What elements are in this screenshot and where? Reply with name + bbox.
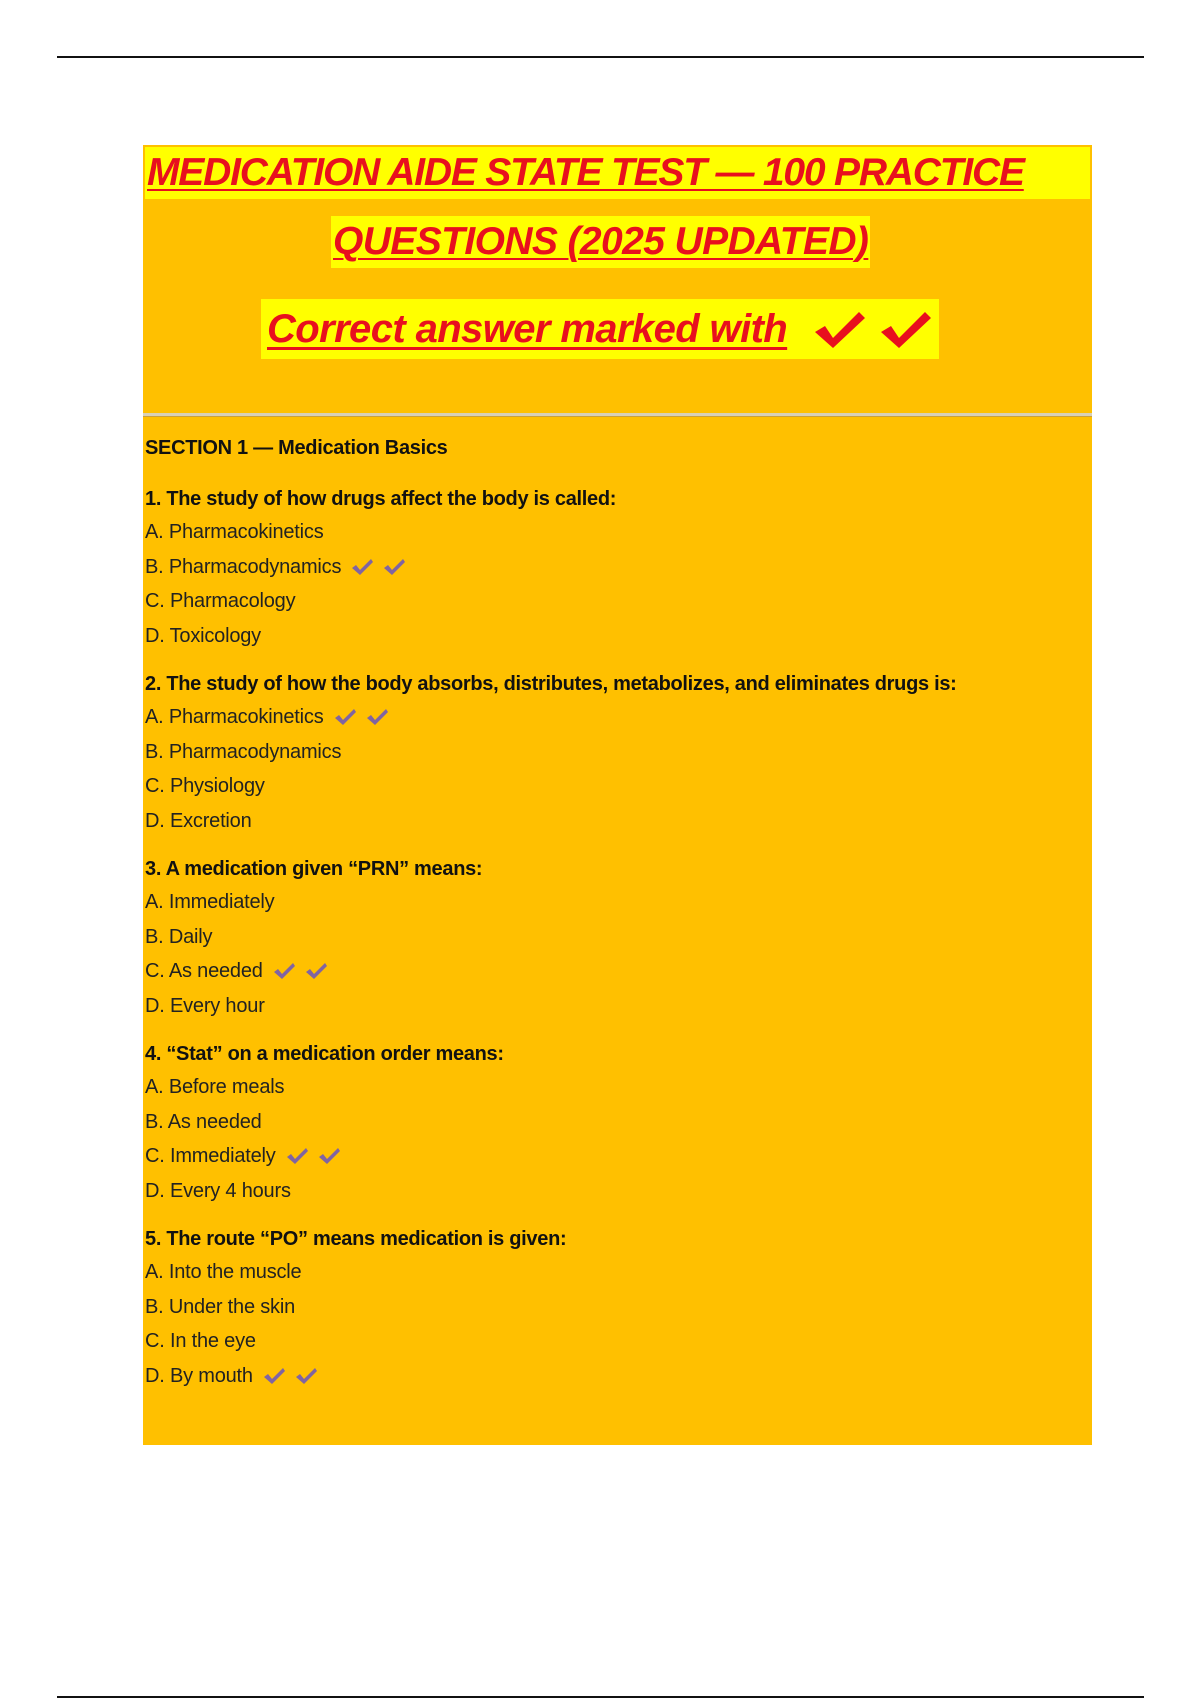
question-5: [145, 1223, 1092, 1393]
answer-option: [145, 804, 1092, 839]
question-text: 4. “Stat” on a medication order means:: [145, 1043, 504, 1065]
answer-option-label: D. Toxicology: [145, 624, 261, 647]
answer-option-label: B. As needed: [145, 1110, 262, 1133]
answer-option-correct: [145, 954, 1092, 989]
answer-option-label: A. Before meals: [145, 1076, 285, 1098]
answer-option: [145, 619, 1092, 654]
title-line-2: QUESTIONS (2025 UPDATED): [331, 216, 870, 268]
purple-check-icon: [285, 1146, 309, 1166]
document-header: [143, 145, 1092, 415]
answer-option: [145, 920, 1092, 955]
question-text: 3. A medication given “PRN” means:: [145, 858, 483, 880]
purple-check-icon: [294, 1366, 318, 1386]
title-line-1: MEDICATION AIDE STATE TEST — 100 PRACTICE: [145, 147, 1090, 199]
answer-option-correct: [145, 550, 1092, 585]
answer-option-label: A. Pharmacokinetics: [145, 521, 324, 543]
questions-content: [145, 433, 1092, 1408]
answer-option-label: C. Immediately: [145, 1145, 276, 1167]
answer-option-label: D. Every 4 hours: [145, 1179, 291, 1202]
question-1: [145, 483, 1092, 653]
answer-option-label: A. Into the muscle: [145, 1261, 302, 1283]
purple-check-icon: [304, 961, 328, 981]
purple-check-icon: [317, 1146, 341, 1166]
section-title: SECTION 1 — Medication Basics: [145, 437, 448, 459]
answer-option-label: C. Pharmacology: [145, 590, 296, 612]
questions-list: [145, 483, 1092, 1393]
answer-option: [145, 769, 1092, 804]
answer-option-correct: [145, 1139, 1092, 1174]
subtitle-text: Correct answer marked with: [267, 306, 788, 351]
answer-option: [145, 1174, 1092, 1209]
answer-option-label: A. Pharmacokinetics: [145, 706, 324, 728]
question-text: 1. The study of how drugs affect the body is called:: [145, 488, 617, 510]
answer-option-label: C. Physiology: [145, 775, 265, 797]
red-check-icon: [877, 308, 933, 350]
answer-option-label: C. As needed: [145, 960, 263, 982]
answer-option: [145, 989, 1092, 1024]
answer-option: [145, 1324, 1092, 1359]
header-divider: [143, 413, 1092, 417]
question-text: 2. The study of how the body absorbs, distributes, metabolizes, and eliminates drugs is:: [145, 673, 957, 695]
question-4: [145, 1038, 1092, 1208]
answer-option-correct: [145, 700, 1092, 735]
answer-option: [145, 735, 1092, 770]
subtitle-banner: [261, 299, 939, 359]
answer-option: [145, 1290, 1092, 1325]
purple-check-icon: [272, 961, 296, 981]
answer-option-label: D. By mouth: [145, 1364, 253, 1387]
purple-check-icon: [333, 707, 357, 727]
answer-option: [145, 1070, 1092, 1105]
answer-option-label: D. Excretion: [145, 809, 252, 832]
answer-option: [145, 885, 1092, 920]
red-check-icon: [811, 308, 867, 350]
document-content-box: [143, 145, 1092, 1445]
answer-option-correct: [145, 1359, 1092, 1394]
purple-check-icon: [262, 1366, 286, 1386]
purple-check-icon: [365, 707, 389, 727]
answer-option: [145, 1255, 1092, 1290]
answer-option-label: D. Every hour: [145, 994, 265, 1017]
question-text: 5. The route “PO” means medication is given:: [145, 1228, 567, 1250]
purple-check-icon: [350, 557, 374, 577]
answer-option-label: A. Immediately: [145, 891, 275, 913]
answer-option: [145, 1105, 1092, 1140]
question-2: [145, 668, 1092, 838]
answer-option-label: B. Pharmacodynamics: [145, 740, 342, 763]
purple-check-icon: [382, 557, 406, 577]
answer-option: [145, 515, 1092, 550]
page-top-rule: [57, 56, 1144, 58]
page-bottom-rule: [57, 1696, 1144, 1698]
answer-option-label: C. In the eye: [145, 1330, 256, 1352]
answer-option-label: B. Daily: [145, 925, 213, 948]
question-3: [145, 853, 1092, 1023]
answer-option-label: B. Pharmacodynamics: [145, 555, 342, 578]
answer-option: [145, 584, 1092, 619]
answer-option-label: B. Under the skin: [145, 1295, 296, 1318]
